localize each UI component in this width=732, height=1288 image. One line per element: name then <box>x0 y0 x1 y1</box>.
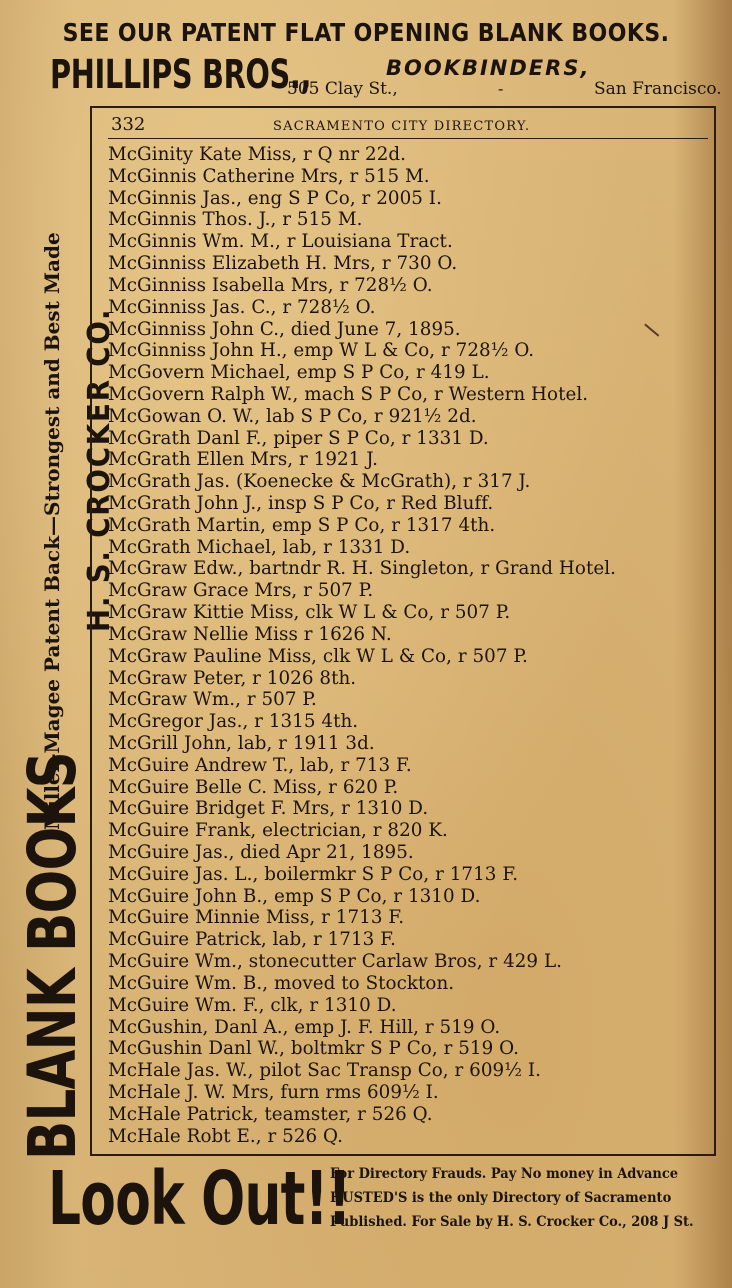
directory-entry: McGrath John J., insp S P Co, r Red Bluff. <box>108 493 494 514</box>
address-dash: - <box>498 79 504 98</box>
directory-entry: McHale Jas. W., pilot Sac Transp Co, r 609½ I. <box>108 1060 541 1082</box>
directory-entry: McGovern Michael, emp S P Co, r 419 L. <box>108 362 490 384</box>
directory-entry: McGraw Grace Mrs, r 507 P. <box>108 580 374 602</box>
directory-entry: McGrath Martin, emp S P Co, r 1317 4th. <box>108 514 496 536</box>
directory-entry: McGregor Jas., r 1315 4th. <box>108 711 359 733</box>
directory-entry: McGuire Andrew T., lab, r 713 F. <box>108 754 412 776</box>
directory-entry: McGrath Danl F., piper S P Co, r 1331 D. <box>108 427 489 449</box>
directory-entry: McGrath Michael, lab, r 1331 D. <box>108 536 411 558</box>
directory-entry: McGinniss John C., died June 7, 1895. <box>108 318 461 340</box>
side-advert-miller-magee: Miller-Magee Patent Back—Strongest and Best Made <box>40 232 64 830</box>
directory-entry: McGraw Peter, r 1026 8th. <box>108 667 357 689</box>
directory-entry: McGinniss John H., emp W L & Co, r 728½ O. <box>108 340 535 362</box>
directory-entry: McGinniss Jas. C., r 728½ O. <box>108 296 376 318</box>
directory-entry: McGrath Ellen Mrs, r 1921 J. <box>108 449 379 471</box>
directory-entry: McGinnis Jas., eng S P Co, r 2005 I. <box>108 187 442 209</box>
look-out-banner: Look Out!! <box>48 1156 351 1242</box>
side-advert-blank-books: BLANK BOOKS <box>14 752 91 1160</box>
directory-entry: McGuire Bridget F. Mrs, r 1310 D. <box>108 798 429 820</box>
directory-entry: McGuire Belle C. Miss, r 620 P. <box>108 776 399 798</box>
directory-entry: McGushin, Danl A., emp J. F. Hill, r 519 O. <box>108 1016 501 1038</box>
top-advertisement-headline: SEE OUR PATENT FLAT OPENING BLANK BOOKS. <box>62 18 670 47</box>
directory-entry: McGrill John, lab, r 1911 3d. <box>108 732 375 754</box>
directory-entry: McGushin Danl W., boltmkr S P Co, r 519 O. <box>108 1038 519 1060</box>
bottom-ad-line-1: For Directory Frauds. Pay No money in Advance <box>330 1166 679 1182</box>
directory-entry: McGuire Wm. B., moved to Stockton. <box>108 972 455 994</box>
page-title: SACRAMENTO CITY DIRECTORY. <box>273 119 531 134</box>
directory-entry: McGinniss Isabella Mrs, r 728½ O. <box>108 274 433 296</box>
directory-entry: McGraw Wm., r 507 P. <box>108 689 317 711</box>
directory-entry: McGuire Frank, electrician, r 820 K. <box>108 820 448 842</box>
directory-entry: McGraw Edw., bartndr R. H. Singleton, r Grand Hotel. <box>108 558 616 580</box>
phillips-bros-brand: PHILLIPS BROS., <box>50 52 312 98</box>
directory-entry: McGrath Jas. (Koenecke & McGrath), r 317 J. <box>108 471 531 493</box>
directory-entry: McGuire Patrick, lab, r 1713 F. <box>108 929 396 951</box>
directory-entry: McGinniss Elizabeth H. Mrs, r 730 O. <box>108 253 458 275</box>
directory-entry: McGuire Jas. L., boilermkr S P Co, r 1713 F. <box>108 863 519 885</box>
advertiser-address: 505 Clay St., <box>287 79 398 99</box>
directory-entry: McGovern Ralph W., mach S P Co, r Western Hotel. <box>108 383 589 405</box>
directory-entry: McGraw Pauline Miss, clk W L & Co, r 507 P. <box>108 645 528 667</box>
directory-entry: McGowan O. W., lab S P Co, r 921½ 2d. <box>108 405 477 427</box>
directory-entry: McGinnis Catherine Mrs, r 515 M. <box>108 165 430 187</box>
directory-entry: McGinnis Wm. M., r Louisiana Tract. <box>108 231 453 253</box>
bottom-ad-line-2: HUSTED'S is the only Directory of Sacramento <box>330 1190 672 1206</box>
bookbinders-label: BOOKBINDERS, <box>386 56 591 80</box>
directory-entry: McHale J. W. Mrs, furn rms 609½ I. <box>108 1081 439 1103</box>
directory-entry: McGuire Jas., died Apr 21, 1895. <box>108 842 414 863</box>
directory-listing <box>108 144 708 1147</box>
bottom-advertisement <box>330 1162 725 1234</box>
directory-entry: McGuire Wm., stonecutter Carlaw Bros, r 429 L. <box>108 951 563 973</box>
directory-entry: McHale Robt E., r 526 Q. <box>108 1125 344 1147</box>
page-header <box>108 114 708 139</box>
directory-entry: McGraw Nellie Miss r 1626 N. <box>108 623 392 645</box>
directory-entry: McGuire Minnie Miss, r 1713 F. <box>108 907 405 929</box>
directory-entry: McGinnis Thos. J., r 515 M. <box>108 209 363 231</box>
bottom-ad-line-3: Published. For Sale by H. S. Crocker Co., 208 J St. <box>330 1214 694 1230</box>
directory-entry: McHale Patrick, teamster, r 526 Q. <box>108 1103 433 1125</box>
page-number: 332 <box>111 114 146 135</box>
side-advert-crocker: H. S. CROCKER CO. <box>82 307 117 632</box>
directory-entry: McGinity Kate Miss, r Q nr 22d. <box>108 144 406 165</box>
advertiser-city: San Francisco. <box>594 79 722 99</box>
directory-entry: McGuire John B., emp S P Co, r 1310 D. <box>108 885 481 907</box>
directory-entry: McGuire Wm. F., clk, r 1310 D. <box>108 994 397 1016</box>
directory-entry: McGraw Kittie Miss, clk W L & Co, r 507 P. <box>108 602 511 624</box>
